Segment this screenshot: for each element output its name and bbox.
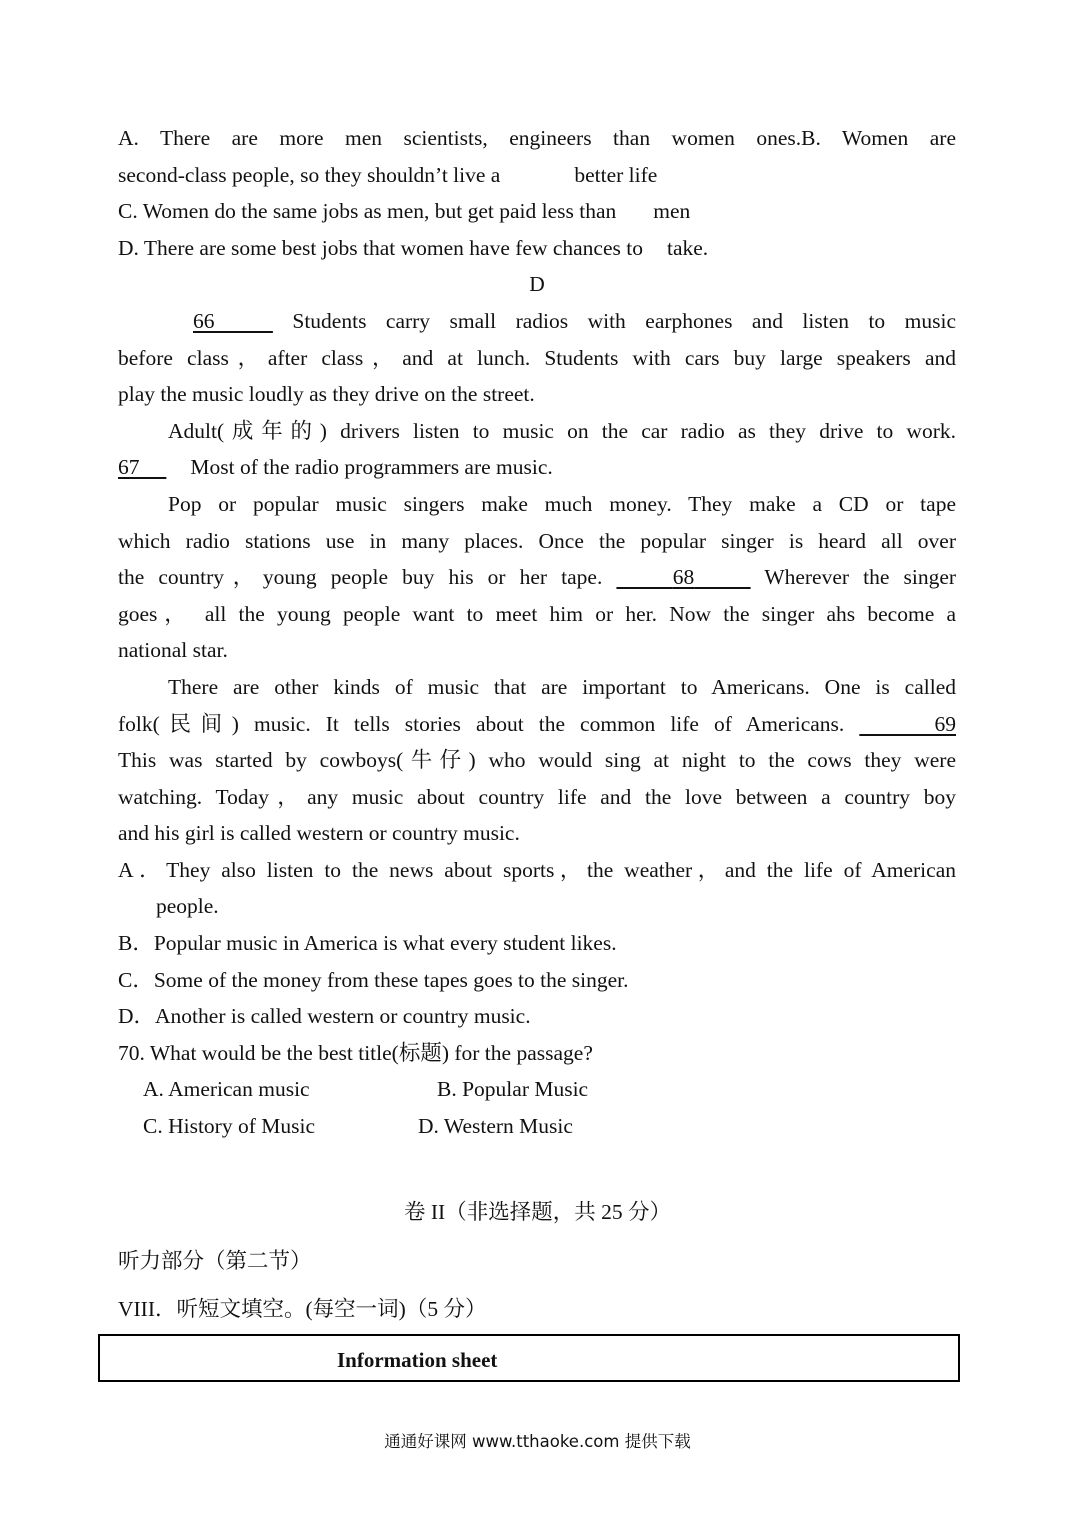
information-sheet-table <box>98 1334 960 1382</box>
answer-option-b: B．Popular music in America is what every student likes. <box>118 931 617 956</box>
paragraph-1-line3: play the music loudly as they drive on the street. <box>118 382 535 407</box>
paragraph-2-line1: Adult(成年的) drivers listen to music on the car radio as they drive to work. <box>168 418 956 443</box>
paragraph-3-line1: Pop or popular music singers make much money. They make a CD or tape <box>168 491 956 516</box>
q70-option-c: C. History of Music <box>143 1114 315 1139</box>
paragraph-4-line1: There are other kinds of music that are important to Americans. One is called <box>168 674 956 699</box>
blank-69: 69 <box>934 711 956 736</box>
paragraph-4-line3: This was started by cowboys(牛仔) who would sing at night to the cows they were <box>118 748 956 773</box>
q70-option-b: B. Popular Music <box>437 1077 589 1102</box>
paragraph-3-line5: national star. <box>118 638 228 663</box>
paragraph-1-line2: before class，after class，and at lunch. Students with cars buy large speakers and <box>118 345 956 370</box>
document-body <box>118 120 956 1145</box>
option-b-line: second-class people, so they shouldn’t live a better life <box>118 162 658 187</box>
paragraph-3-line2: which radio stations use in many places. Once the popular singer is heard all over <box>118 528 956 553</box>
part2-title: 卷 II（非选择题，共 25 分） <box>404 1200 671 1224</box>
answer-option-a-cont: people. <box>156 894 219 919</box>
q70-option-a: A. American music <box>143 1077 310 1102</box>
blank-67: 67 <box>118 455 140 480</box>
section-d-heading: D <box>529 272 545 297</box>
page-footer: 通通好课网 www.tthaoke.com 提供下载 <box>384 1432 691 1451</box>
section-8-heading: VIII．听短文填空。(每空一词)（5 分） <box>118 1297 487 1321</box>
question-70-options-row1 <box>118 1071 956 1108</box>
paragraph-3-line3: the country，young people buy his or her tape. 68 Wherever the singer <box>118 565 956 590</box>
question-70: 70. What would be the best title(标题) for the passage? <box>118 1040 593 1065</box>
option-c-line: C. Women do the same jobs as men, but get paid less than men <box>118 199 691 224</box>
option-d-line: D. There are some best jobs that women have few chances to take. <box>118 235 709 260</box>
paragraph-4-line4: watching. Today，any music about country life and the love between a country boy <box>118 784 956 809</box>
paragraph-3-line4: goes， all the young people want to meet him or her. Now the singer ahs become a <box>118 601 956 626</box>
paragraph-4-line2: folk(民间) music. It tells stories about the common life of Americans. 69 <box>118 711 956 736</box>
blank-66: 66 <box>193 308 215 333</box>
paragraph-1-line1: 66 Students carry small radios with earphones and listen to music <box>193 308 956 333</box>
answer-option-d: D．Another is called western or country music. <box>118 1004 531 1029</box>
option-a-line1: A. There are more men scientists, engineers than women ones.B. Women are <box>118 126 956 150</box>
paragraph-4-line5: and his girl is called western or country music. <box>118 821 520 846</box>
q70-option-d: D. Western Music <box>418 1114 573 1139</box>
blank-68: 68 <box>672 565 695 590</box>
answer-option-c: C．Some of the money from these tapes goes to the singer. <box>118 967 629 992</box>
question-70-options-row2 <box>118 1108 956 1145</box>
listening-heading: 听力部分（第二节） <box>118 1249 312 1273</box>
answer-option-a: A．They also listen to the news about sports，the weather，and the life of American <box>118 857 956 882</box>
paragraph-2-line2: 67 Most of the radio programmers are music. <box>118 455 553 480</box>
information-sheet-title: Information sheet <box>337 1348 498 1372</box>
